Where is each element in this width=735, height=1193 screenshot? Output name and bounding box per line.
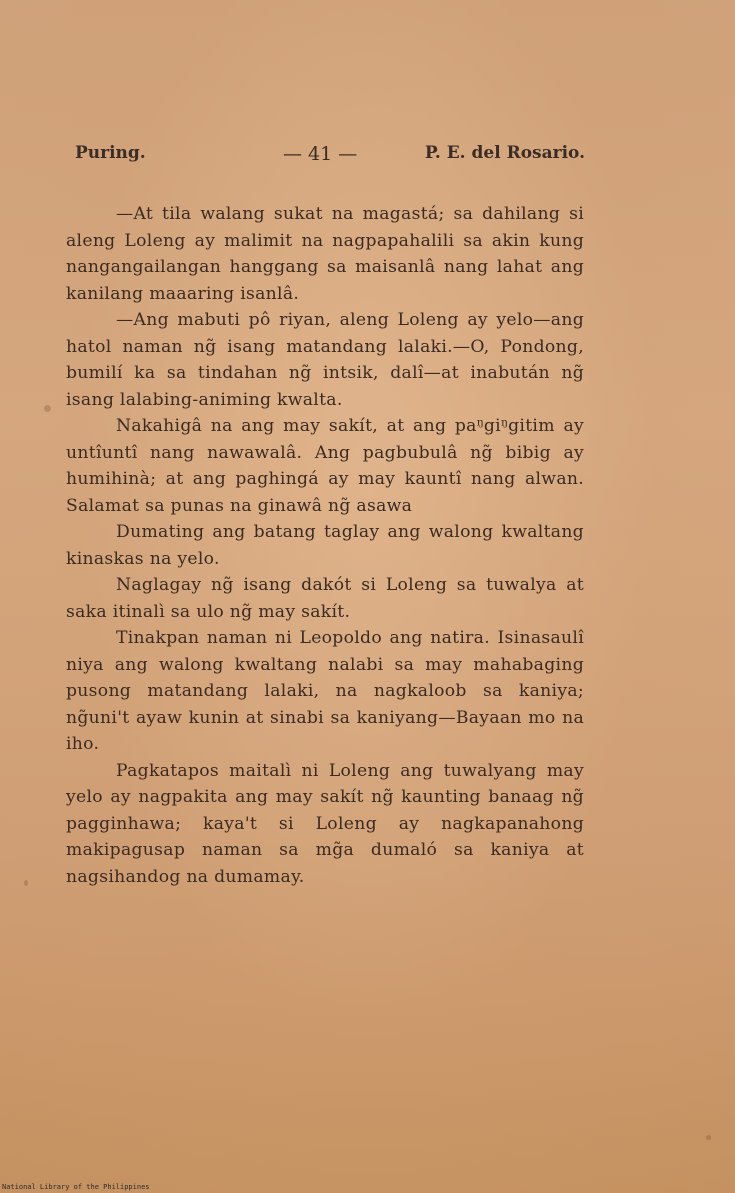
paper-speck xyxy=(24,880,28,886)
paper-speck xyxy=(44,405,51,412)
paragraph: —Ang mabuti pô riyan, aleng Loleng ay yelo—ang hatol naman ng̃ isang matandang lalaki.—O, Pondong, bumilí ka sa tindahan ng̃ intsik, dalî—at inabután ng̃ isang lalabing-animing kwalta. xyxy=(66,310,584,410)
paragraph: Dumating ang batang taglay ang walong kwaltang kinaskas na yelo. xyxy=(66,522,584,569)
paragraph: Pagkatapos maitalì ni Loleng ang tuwalyang may yelo ay nagpakita ang may sakít ng̃ kaunting banaag ng̃ pagginhawa; kaya't si Loleng ay nagkapanahong makipagusap naman sa mg̃a dumaló sa kaniya at nagsihandog na dumamay. xyxy=(66,760,584,887)
body-text xyxy=(66,201,584,890)
header-author: P. E. del Rosario. xyxy=(424,143,585,163)
paper-speck xyxy=(706,1135,711,1140)
header-title: Puring. xyxy=(75,143,146,163)
paragraph: Tinakpan naman ni Leopoldo ang natira. Isinasaulî niya ang walong kwaltang nalabi sa may mahabaging pusong matandang lalaki, na nagkaloob sa kaniya; ng̃uni't ayaw kunin at sinabi sa kaniyang—Bayaan mo na iho. xyxy=(66,628,584,754)
paragraph: Naglagay ng̃ isang dakót si Loleng sa tuwalya at saka itinalì sa ulo ng̃ may sakít. xyxy=(66,575,584,622)
running-header xyxy=(75,143,585,169)
paragraph: Nakahigâ na ang may sakít, at ang paᵑgiᵑgitim ay untîuntî nang nawawalâ. Ang pagbubulâ ng̃ bibig ay humihinà; at ang paghingá ay may kauntî nang alwan. Salamat sa punas na ginawâ ng̃ asawa xyxy=(66,416,584,516)
paragraph: —At tila walang sukat na magastá; sa dahilang si aleng Loleng ay malimit na nagpapahalili sa akin kung nangangailangan hanggang sa maisanlâ nang lahat ang kanilang maaaring isanlâ. xyxy=(66,204,584,304)
page-number: — 41 — xyxy=(283,143,358,165)
library-watermark: National Library of the Philippines xyxy=(2,1183,150,1191)
